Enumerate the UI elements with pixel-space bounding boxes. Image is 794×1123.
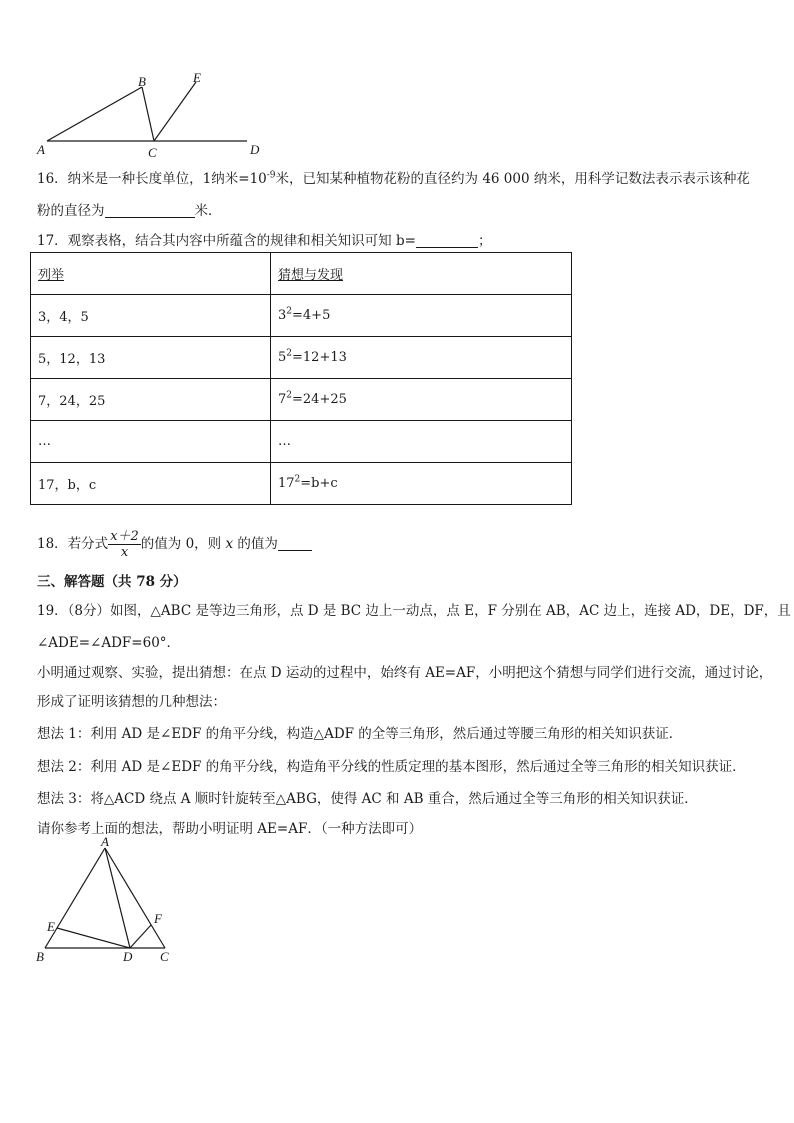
- table-row: [31, 421, 572, 463]
- q19-idea1: 想法 1：利用 AD 是∠EDF 的角平分线，构造△ADF 的全等三角形，然后通过等腰三角形的相关知识获证．: [37, 726, 683, 742]
- line-BC: [142, 87, 154, 141]
- table-cell: 5，12，13: [31, 337, 271, 379]
- label-D: D: [250, 142, 260, 157]
- q19-line1: 19．（8分）如图，△ABC 是等边三角形，点 D 是 BC 边上一动点，点 E，F 分别在 AB，AC 边上，连接 AD，DE，DF，且: [37, 603, 791, 619]
- q19-idea3: 想法 3：将△ACD 绕点 A 顺时针旋转至△ABG，使得 AC 和 AB 重合，然后通过全等三角形的相关知识获证．: [37, 791, 698, 807]
- line-CE: [154, 82, 196, 141]
- figure-triangle-diagram: [30, 836, 180, 966]
- label-F: F: [154, 911, 162, 926]
- table-cell: …: [31, 421, 271, 463]
- q19-line4: 形成了证明该猜想的几种想法：: [37, 694, 226, 710]
- q18-answer-blank: [278, 536, 312, 551]
- label-B: B: [36, 949, 44, 964]
- label-C: C: [148, 145, 157, 160]
- table-cell: $7^2=24+25$: [271, 379, 572, 421]
- label-A: A: [101, 836, 109, 849]
- q16-line1: 16．纳米是一种长度单位，1纳米$=10^{-9}$米，已知某种植物花粉的直径约为 46 000 纳米，用科学记数法表示表示该种花: [37, 170, 750, 187]
- table-header-cell: 猜想与发现: [271, 253, 572, 295]
- q17-answer-blank: [416, 233, 478, 248]
- q19-line3: 小明通过观察、实验，提出猜想：在点 D 运动的过程中，始终有 AE=AF，小明把这个猜想与同学们进行交流，通过讨论，: [37, 665, 773, 681]
- label-D: D: [123, 949, 133, 964]
- q16-answer-blank: [105, 203, 195, 218]
- segment-AD: [105, 848, 130, 948]
- table-cell: 7，24，25: [31, 379, 271, 421]
- section-heading: 三、解答题（共 78 分）: [37, 574, 187, 590]
- q18-fraction: $\frac{x+2}{x}$: [110, 529, 139, 560]
- label-A: A: [37, 142, 45, 157]
- q17-table: [30, 252, 572, 505]
- q16-line2: 粉的直径为 米．: [37, 203, 222, 219]
- table-cell: …: [271, 421, 572, 463]
- table-row: [31, 337, 572, 379]
- q19-line2: ∠ADE=∠ADF=60°．: [37, 635, 181, 651]
- side-AC: [105, 848, 165, 948]
- q17-prompt: 17．观察表格，结合其内容中所蕴含的规律和相关知识可知 b= ；: [37, 233, 492, 249]
- segment-DF: [130, 925, 151, 948]
- table-row: [31, 295, 572, 337]
- table-cell: 17，b，c: [31, 463, 271, 505]
- segment-DE: [57, 928, 130, 948]
- table-row: [31, 463, 572, 505]
- label-E: E: [47, 919, 55, 934]
- table-cell: $5^2=12+13$: [271, 337, 572, 379]
- q19-idea2: 想法 2：利用 AD 是∠EDF 的角平分线，构造角平分线的性质定理的基本图形，然后通过全等三角形的相关知识获证．: [37, 759, 746, 775]
- label-B: B: [138, 74, 146, 89]
- line-AB: [47, 87, 142, 141]
- table-cell: $3^2=4+5$: [271, 295, 572, 337]
- table-cell: 3，4，5: [31, 295, 271, 337]
- label-E: E: [193, 70, 201, 85]
- label-C: C: [160, 949, 169, 964]
- q16-exponent: -9: [266, 170, 276, 181]
- table-row: [31, 379, 572, 421]
- table-header-row: [31, 253, 572, 295]
- table-header-cell: 列举: [31, 253, 271, 295]
- q18-line: 18．若分式 $\frac{x+2}{x}$ 的值为 0，则 x 的值为: [37, 529, 312, 560]
- figure-angle-diagram: [30, 68, 270, 160]
- table-cell: $17^2=b+c$: [271, 463, 572, 505]
- q19-instruction: 请你参考上面的想法，帮助小明证明 AE=AF．（一种方法即可）: [37, 821, 423, 837]
